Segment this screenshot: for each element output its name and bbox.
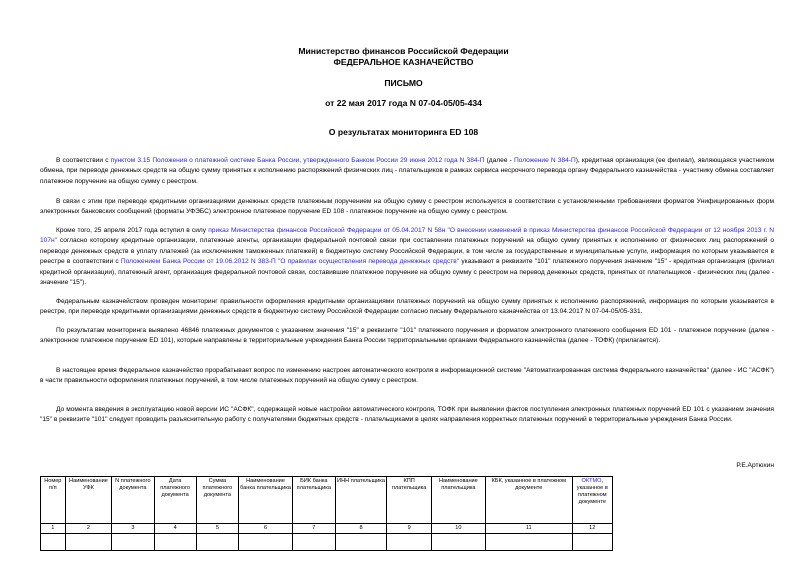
oktmo-link[interactable]: ОКТМО: [581, 478, 602, 484]
table-number-row: [41, 524, 613, 534]
header-cell: Наименование УФК: [65, 477, 112, 524]
empty-cell: [431, 534, 485, 551]
header-cell-oktmo: ОКТМО, указанное в платежном документе: [572, 477, 612, 524]
p1-text-a: В соответствии с: [56, 157, 111, 164]
doc-date-number: от 22 мая 2017 года N 07-04-05/05-434: [325, 98, 482, 108]
number-cell: 4: [154, 524, 196, 534]
ministry-title: Министерство финансов Российской Федерации: [298, 46, 509, 56]
p1-text-b: (далее -: [484, 157, 514, 164]
p3-text-a: Кроме того, 25 апреля 2017 года вступил в силу: [56, 227, 209, 234]
table-header-row: [41, 477, 613, 524]
header-cell: Наименование банка плательщика: [239, 477, 293, 524]
paragraph-4: Федеральным казначейством проведен мониторинг правильности оформления кредитными организациями платежных поручений на общую сумму принятых к исполнению распоряжений, информация по которым указывается в реестре, при переводе кредитными организациями денежных средств в бюджетную систему Российской Федерации согласно письму Федерального казначейства от 13.04.2017 N 07-04-05/05-331.: [40, 298, 774, 316]
p3-text-c: указывают в реквизите "101" платежного поручения значение "15" - кредитная организация (филиал кредитной организации), платежный агент, организация федеральной почтовой связи, составившие платежное поручение на общую сумму с реестром на перевод денежных средств, принятых от плательщиков - физических лиц (далее - значение "15").: [40, 258, 774, 287]
empty-cell: [41, 534, 66, 551]
empty-cell: [65, 534, 112, 551]
agency-title: ФЕДЕРАЛЬНОЕ КАЗНАЧЕЙСТВО: [333, 57, 474, 67]
empty-cell: [239, 534, 293, 551]
paragraph-5: По результатам мониторинга выявлено 46846 платежных документов с указанием значения "15" в реквизите "101" платежного поручения и форматом электронного платежного сообщения ED 101 - платежное поручение (далее - электронное платежное поручение ED 101), которые направлены в территориальные учреждения Банка России территориальными органами Федерального казначейства (далее - ТОФК) (прилагается).: [40, 327, 774, 345]
doc-type: ПИСЬМО: [384, 78, 423, 88]
header-cell: Наименование плательщика: [431, 477, 485, 524]
empty-cell: [293, 534, 336, 551]
number-cell: 1: [41, 524, 66, 534]
header-cell: КПП плательщика: [387, 477, 431, 524]
empty-cell: [335, 534, 387, 551]
number-cell: 2: [65, 524, 112, 534]
paragraph-6: В настоящее время Федеральное казначейство прорабатывает вопрос по изменению настроек автоматического контроля в информационной системе "Автоматизированная система Федерального казначейства" (далее - ИС "АСФК") в части правильности оформления платежных поручений, в том числе платежных поручений на общую сумму с реестром.: [40, 367, 774, 385]
paragraph-1: [40, 156, 774, 187]
signature: Р.Е.Артюхин: [736, 462, 774, 469]
number-cell: 11: [485, 524, 572, 534]
link-regulation-384p[interactable]: пунктом 3.15 Положения о платежной системе Банка России, утвержденного Банком России 29 июня 2012 года N 384-П: [110, 157, 485, 164]
number-cell: 12: [572, 524, 612, 534]
number-cell: 9: [387, 524, 431, 534]
link-regulation-383p[interactable]: Положением Банка России от 19.06.2012 N 383-П "О правилах осуществления перевода денежных средств": [120, 258, 460, 266]
number-cell: 6: [239, 524, 293, 534]
link-order-58n[interactable]: приказ Министерства финансов Российской Федерации от 05.04.2017 N 58н "О внесении изменений в приказ Министерства финансов Российской Федерации от 12 ноября 2013 г. N 107н": [40, 227, 774, 245]
p1-text-c: ), кредитная организация (ее филиал), являющаяся участником обмена, при переводе денежных средств на общую сумму принятых к исполнению распоряжений физических лиц - плательщиков в рамках сервиса несрочного перевода органу Федерального казначейства - участнику обмена составляет платежное поручение на общую сумму с реестром.: [40, 157, 774, 185]
number-cell: 3: [112, 524, 154, 534]
number-cell: 10: [431, 524, 485, 534]
header-cell: ИНН плательщика: [335, 477, 387, 524]
table-empty-row: [41, 534, 613, 551]
empty-cell: [387, 534, 431, 551]
empty-cell: [572, 534, 612, 551]
number-cell: 7: [293, 524, 336, 534]
header-cell: N платежного документа: [112, 477, 154, 524]
paragraph-3: [40, 226, 774, 288]
empty-cell: [485, 534, 572, 551]
number-cell: 8: [335, 524, 387, 534]
results-table: [40, 476, 613, 551]
empty-cell: [112, 534, 154, 551]
header-cell: Номер п/п: [41, 477, 66, 524]
header-cell: Дата платежного документа: [154, 477, 196, 524]
number-cell: 5: [196, 524, 238, 534]
oktmo-suffix: указанное в платежном документе: [576, 485, 608, 505]
p3-text-b: согласно которому кредитные организации, платежные агенты, организации федеральной почтовой связи при составлении платежных поручений на общую сумму принятых к исполнению от физических лиц распоряжений о переводе денежных средств в уплату платежей (за исключением таможенных платежей) в бюджетную систему Российской Федерации, в том числе за государственные и муниципальные услуги, информация по которым указывается в реестре в соответствии с: [40, 237, 774, 266]
header-cell: КБК, указанное в платежном документе: [485, 477, 572, 524]
empty-cell: [154, 534, 196, 551]
header-cell: БИК банка плательщика: [293, 477, 336, 524]
paragraph-2: В связи с этим при переводе кредитными организациями денежных средств платежным поручением на общую сумму с реестром используется в соответствии с установленными требованиями форматов Унифицированных форм электронных банковских сообщений (форматы УФЭБС) электронное платежное поручение ED 108 - платежное поручение на общую сумму с реестром.: [40, 198, 774, 216]
header-cell: Сумма платежного документа: [196, 477, 238, 524]
paragraph-7: До момента введения в эксплуатацию новой версии ИС "АСФК", содержащей новые настройки автоматического контроля, ТОФК при выявлении фактов поступления электронных платежных поручений ED 101 с указанием значения "15" в реквизите "101" следует проводить разъяснительную работу с получателями бюджетных средств - плательщиками в целях направления корректных платежных поручений в территориальные учреждения Банка России.: [40, 406, 774, 424]
doc-subject: О результатах мониторинга ED 108: [328, 127, 479, 137]
empty-cell: [196, 534, 238, 551]
link-384p-short[interactable]: Положение N 384-П: [513, 157, 576, 164]
